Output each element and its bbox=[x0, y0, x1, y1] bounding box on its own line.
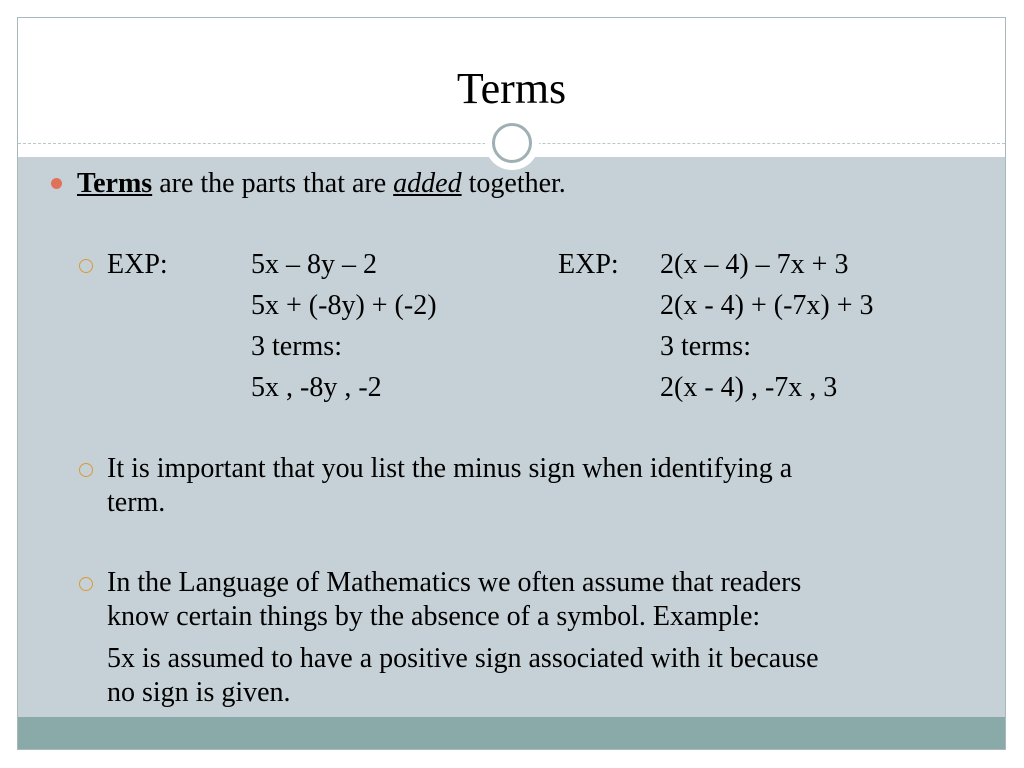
bullet1-text-a: are the parts that are bbox=[152, 168, 394, 199]
footer-bar bbox=[18, 717, 1005, 750]
bullet-ring-icon bbox=[79, 259, 93, 273]
term-emphasis: added bbox=[393, 168, 462, 199]
example-left-label: EXP: bbox=[107, 249, 168, 280]
circle-ornament-icon bbox=[485, 116, 539, 170]
example-right-line: 2(x - 4) + (-7x) + 3 bbox=[660, 290, 874, 321]
bullet-terms-definition bbox=[77, 167, 566, 201]
bullet-minus-sign-line: It is important that you list the minus sign when identifying a bbox=[107, 453, 793, 484]
bullet-language-line: know certain things by the absence of a symbol. Example: bbox=[107, 601, 761, 632]
example-left-line: 5x – 8y – 2 bbox=[251, 249, 377, 280]
bullet-dot-icon bbox=[51, 178, 62, 189]
example-right-line: 3 terms: bbox=[660, 331, 751, 362]
bullet-ring-icon bbox=[79, 577, 93, 591]
slide-title: Terms bbox=[456, 64, 567, 113]
slide bbox=[17, 17, 1006, 750]
term-bold: Terms bbox=[77, 168, 153, 199]
example-right-label: EXP: bbox=[558, 249, 619, 280]
example-left-line: 3 terms: bbox=[251, 331, 342, 362]
example-left-line: 5x , -8y , -2 bbox=[251, 372, 382, 403]
bullet-language-line: 5x is assumed to have a positive sign associated with it because bbox=[107, 643, 819, 674]
bullet1-text-b: together. bbox=[461, 168, 566, 199]
ornament-ring bbox=[492, 123, 532, 163]
example-right-line: 2(x – 4) – 7x + 3 bbox=[660, 249, 849, 280]
bullet-language-line: no sign is given. bbox=[107, 677, 291, 708]
bullet-ring-icon bbox=[79, 463, 93, 477]
example-right-line: 2(x - 4) , -7x , 3 bbox=[660, 372, 838, 403]
bullet-language-line: In the Language of Mathematics we often assume that readers bbox=[107, 567, 802, 598]
example-left-line: 5x + (-8y) + (-2) bbox=[251, 290, 437, 321]
bullet-minus-sign-line: term. bbox=[107, 487, 166, 518]
